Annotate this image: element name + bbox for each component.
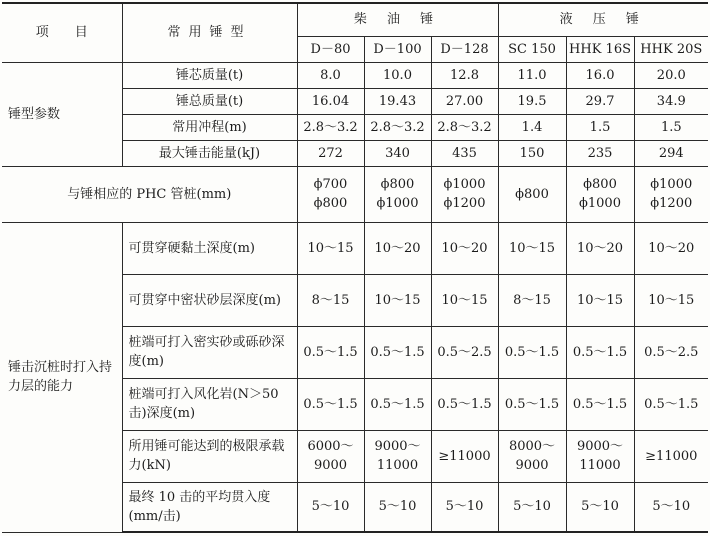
- row-label: 最终 10 击的平均贯入度(mm/击): [122, 482, 297, 532]
- cell-value: 1.5: [634, 114, 708, 140]
- cell-value: ϕ800 ϕ1000: [364, 166, 431, 222]
- cell-value: 0.5～1.5: [364, 326, 431, 378]
- cell-value: 10～20: [634, 222, 708, 274]
- cell-value: 19.5: [498, 88, 566, 114]
- cell-value: 12.8: [431, 62, 498, 88]
- table-row: [2, 166, 708, 222]
- cell-value: 6000～ 9000: [297, 430, 364, 482]
- group-label-hammer-params: 锤型参数: [2, 62, 122, 166]
- row-label: 锤芯质量(t): [122, 62, 297, 88]
- cell-value: ≥11000: [634, 430, 708, 482]
- cell-value: 0.5～1.5: [498, 378, 566, 430]
- model-header: D－100: [364, 36, 431, 62]
- cell-value: 8000～ 9000: [498, 430, 566, 482]
- cell-value: 9000～ 11000: [566, 430, 634, 482]
- cell-value: 0.5～1.5: [297, 326, 364, 378]
- cell-value: 27.00: [431, 88, 498, 114]
- cell-value: 16.04: [297, 88, 364, 114]
- cell-value: 5～10: [566, 482, 634, 532]
- cell-value: 5～10: [634, 482, 708, 532]
- cell-value: 16.0: [566, 62, 634, 88]
- cell-value: 2.8～3.2: [297, 114, 364, 140]
- cell-value: 5～10: [498, 482, 566, 532]
- cell-value: 150: [498, 140, 566, 166]
- cell-value: 10～15: [364, 274, 431, 326]
- model-header: HHK 20S: [634, 36, 708, 62]
- cell-value: ϕ700 ϕ800: [297, 166, 364, 222]
- cell-value: 29.7: [566, 88, 634, 114]
- cell-value: 235: [566, 140, 634, 166]
- row-label: 所用锤可能达到的极限承载力(kN): [122, 430, 297, 482]
- header-hydraulic-hammer: 液 压 锤: [498, 3, 708, 36]
- header-diesel-hammer: 柴 油 锤: [297, 3, 498, 36]
- group-label-driving-capacity: 锤击沉桩时打入持力层的能力: [2, 222, 122, 532]
- cell-value: 8.0: [297, 62, 364, 88]
- cell-value: ϕ800 ϕ1000: [566, 166, 634, 222]
- cell-value: 19.43: [364, 88, 431, 114]
- cell-value: 0.5～1.5: [498, 326, 566, 378]
- pile-hammer-table: [2, 2, 708, 533]
- cell-value: 0.5～1.5: [634, 378, 708, 430]
- model-header: D－128: [431, 36, 498, 62]
- cell-value: 10～15: [431, 274, 498, 326]
- cell-value: 1.5: [566, 114, 634, 140]
- cell-value: ϕ800: [498, 166, 566, 222]
- cell-value: 5～10: [297, 482, 364, 532]
- cell-value: 0.5～1.5: [566, 326, 634, 378]
- cell-value: 0.5～1.5: [364, 378, 431, 430]
- model-header: HHK 16S: [566, 36, 634, 62]
- row-label: 可贯穿中密状砂层深度(m): [122, 274, 297, 326]
- cell-value: ϕ1000 ϕ1200: [634, 166, 708, 222]
- header-hammer-type: 常用锤型: [122, 3, 297, 62]
- cell-value: 34.9: [634, 88, 708, 114]
- model-header: D－80: [297, 36, 364, 62]
- cell-value: 1.4: [498, 114, 566, 140]
- cell-value: 10～15: [634, 274, 708, 326]
- table-row: [2, 222, 708, 274]
- cell-value: 0.5～1.5: [431, 378, 498, 430]
- cell-value: 340: [364, 140, 431, 166]
- row-label: 常用冲程(m): [122, 114, 297, 140]
- cell-value: 272: [297, 140, 364, 166]
- cell-value: 8～15: [498, 274, 566, 326]
- cell-value: 10～20: [364, 222, 431, 274]
- cell-value: 20.0: [634, 62, 708, 88]
- cell-value: 0.5～2.5: [431, 326, 498, 378]
- cell-value: 0.5～2.5: [634, 326, 708, 378]
- cell-value: 0.5～1.5: [566, 378, 634, 430]
- cell-value: 5～10: [364, 482, 431, 532]
- cell-value: 10～15: [566, 274, 634, 326]
- table-row: [2, 62, 708, 88]
- cell-value: 435: [431, 140, 498, 166]
- row-label: 桩端可打入风化岩(N＞50击)深度(m): [122, 378, 297, 430]
- cell-value: 10～20: [431, 222, 498, 274]
- cell-value: 0.5～1.5: [297, 378, 364, 430]
- cell-value: 8～15: [297, 274, 364, 326]
- cell-value: 10～20: [566, 222, 634, 274]
- row-label: 可贯穿硬黏土深度(m): [122, 222, 297, 274]
- row-label: 锤总质量(t): [122, 88, 297, 114]
- cell-value: 2.8～3.2: [364, 114, 431, 140]
- cell-value: 5～10: [431, 482, 498, 532]
- header-item: 项 目: [2, 3, 122, 62]
- cell-value: ≥11000: [431, 430, 498, 482]
- cell-value: 2.8～3.2: [431, 114, 498, 140]
- cell-value: 10～15: [297, 222, 364, 274]
- cell-value: 294: [634, 140, 708, 166]
- row-label: 桩端可打入密实砂或砾砂深度(m): [122, 326, 297, 378]
- cell-value: 10～15: [498, 222, 566, 274]
- cell-value: 11.0: [498, 62, 566, 88]
- cell-value: 9000～ 11000: [364, 430, 431, 482]
- row-label: 最大锤击能量(kJ): [122, 140, 297, 166]
- model-header: SC 150: [498, 36, 566, 62]
- cell-value: 10.0: [364, 62, 431, 88]
- cell-value: ϕ1000 ϕ1200: [431, 166, 498, 222]
- phc-pile-label: 与锤相应的 PHC 管桩(mm): [2, 166, 297, 222]
